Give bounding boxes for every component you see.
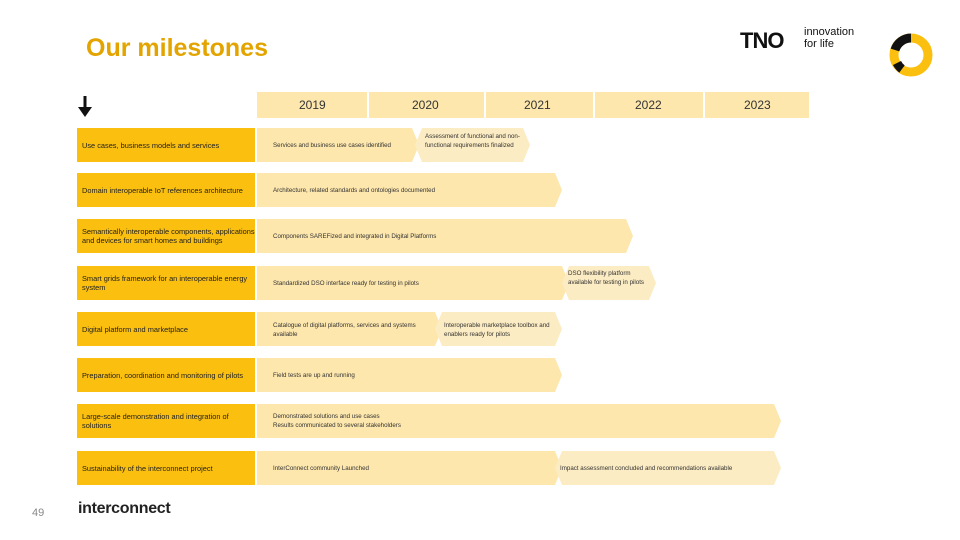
tno-logo-mark: TNO — [740, 28, 784, 53]
milestone-label: Field tests are up and running — [273, 372, 355, 379]
arrow-down-icon — [78, 96, 92, 118]
milestone-label: Components SAREFized and integrated in Digital Platforms — [273, 233, 437, 240]
category-smart-grids: Smart grids framework for an interoperable energy system — [77, 266, 255, 300]
page-title: Our milestones — [86, 34, 268, 62]
year-divider — [593, 92, 595, 118]
milestone-label: Interoperable marketplace toolbox and enablers ready for pilots — [444, 322, 550, 338]
tno-tagline — [804, 26, 854, 50]
category-architecture: Domain interoperable IoT references architecture — [77, 173, 255, 207]
year-divider — [484, 92, 486, 118]
category-pilots: Preparation, coordination and monitoring of pilots — [77, 358, 255, 392]
milestone-label: Results communicated to several stakeholders — [273, 422, 401, 429]
milestone-label: InterConnect community Launched — [273, 465, 369, 472]
page-number: 49 — [32, 507, 45, 519]
milestone-label: DSO flexibility platform available for testing in pilots — [568, 270, 645, 286]
category-use-cases: Use cases, business models and services — [77, 128, 255, 162]
interconnect-logo: interconnect — [78, 500, 171, 517]
milestone-label: Architecture, related standards and ontologies documented — [273, 187, 436, 194]
tno-tagline-line1: innovation — [804, 26, 855, 38]
category-digital-platform: Digital platform and marketplace — [77, 312, 255, 346]
category-smart-homes: Semantically interoperable components, applications and devices for smart homes and buildings — [77, 219, 255, 253]
year-label: 2019 — [299, 98, 326, 112]
year-label: 2020 — [412, 98, 439, 112]
milestone-label: Assessment of functional and non-functional requirements finalized — [425, 133, 520, 149]
ring-logo-icon — [888, 32, 934, 78]
milestone-label: Impact assessment concluded and recommendations available — [560, 465, 733, 472]
tno-tagline-line2: for life — [804, 38, 834, 50]
milestone-label: Services and business use cases identified — [273, 142, 391, 149]
year-label: 2023 — [744, 98, 771, 112]
milestone-label: Demonstrated solutions and use cases — [273, 413, 380, 420]
category-sustainability: Sustainability of the interconnect project — [77, 451, 255, 485]
year-header-bar — [257, 92, 809, 118]
milestone-label: Catalogue of digital platforms, services and systems available — [273, 322, 416, 338]
year-divider — [367, 92, 369, 118]
year-label: 2021 — [524, 98, 551, 112]
category-demonstration: Large-scale demonstration and integration of solutions — [77, 404, 255, 438]
year-label: 2022 — [635, 98, 662, 112]
year-divider — [703, 92, 705, 118]
milestone-label: Standardized DSO interface ready for testing in pilots — [273, 280, 419, 287]
